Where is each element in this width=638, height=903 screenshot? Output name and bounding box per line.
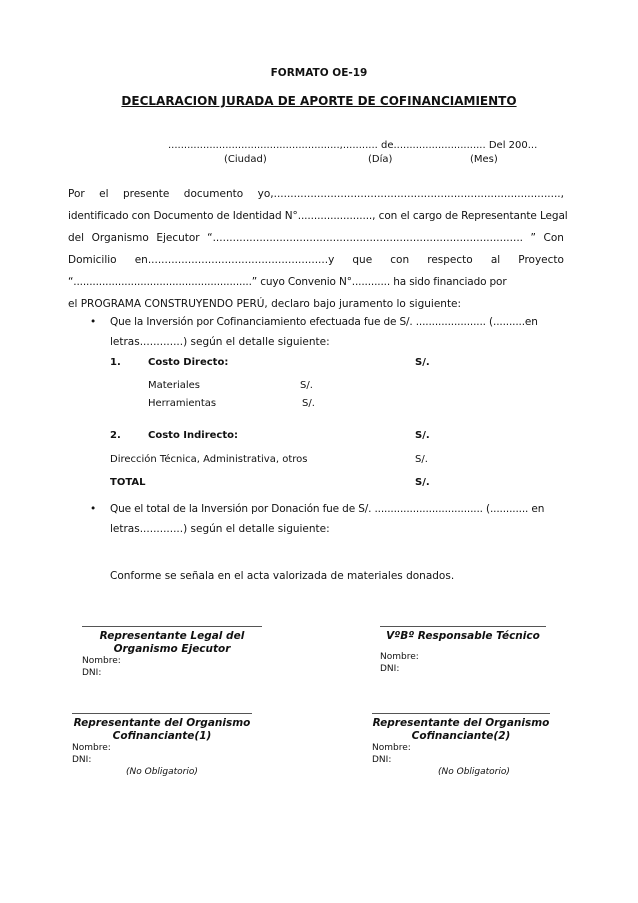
sig3-optional-note: (No Obligatorio) (126, 767, 198, 777)
direct-cost-currency: S/. (415, 357, 430, 368)
sig2-title: VºBº Responsable Técnico (386, 630, 540, 642)
word: que (352, 254, 373, 266)
conform-text: Conforme se señala en el acta valorizada de materiales donados. (110, 570, 455, 582)
tools-currency: S/. (302, 398, 315, 409)
word: Proyecto (518, 254, 564, 266)
sig4-title-line-2: Cofinanciante(2) (411, 730, 511, 742)
sig2-dni-label: DNI: (380, 664, 400, 674)
paragraph-line-3 (68, 232, 564, 244)
sig4-name-label: Nombre: (372, 743, 411, 753)
sig1-name-label: Nombre: (82, 656, 121, 666)
month-label: (Mes) (470, 154, 498, 165)
word: con (390, 254, 410, 266)
word: al (490, 254, 501, 266)
total-label: TOTAL (110, 477, 146, 488)
bullet-marker: • (90, 503, 97, 515)
direct-cost-number: 1. (110, 357, 121, 368)
indirect-cost-currency: S/. (415, 430, 430, 441)
indirect-cost-number: 2. (110, 430, 121, 441)
paragraph-line-2: identificado con Documento de Identidad N°......................., con el cargo de Representante Legal (68, 210, 568, 222)
indirect-cost-label: Costo Indirecto: (148, 430, 239, 441)
sig4-dni-label: DNI: (372, 755, 392, 765)
word: respecto (427, 254, 473, 266)
signature-line (72, 713, 252, 714)
sig3-title-line-1: Representante del Organismo (73, 717, 251, 729)
sig3-name-label: Nombre: (72, 743, 111, 753)
word: presente (122, 188, 170, 200)
word: documento (183, 188, 244, 200)
signature-line (372, 713, 550, 714)
bullet-marker: • (90, 316, 97, 328)
bullet1-line-1: Que la Inversión por Cofinanciamiento efectuada fue de S/. ...................... (..........en (110, 316, 538, 328)
word: “............................................................................................. (207, 232, 523, 244)
sig2-name-label: Nombre: (380, 652, 419, 662)
bullet2-line-2: letras.............) según el detalle siguiente: (110, 523, 330, 535)
materials-currency: S/. (300, 380, 313, 391)
word: en......................................................y (134, 254, 335, 266)
sig1-dni-label: DNI: (82, 668, 102, 678)
sig4-optional-note: (No Obligatorio) (438, 767, 510, 777)
bullet2-line-1: Que el total de la Inversión por Donación fue de S/. .................................. (............ en (110, 503, 545, 515)
paragraph-line-6: el PROGRAMA CONSTRUYENDO PERÚ, declaro bajo juramento lo siguiente: (68, 298, 462, 310)
admin-label: Dirección Técnica, Administrativa, otros (110, 454, 308, 465)
word: Domicilio (68, 254, 117, 266)
word: Por (68, 188, 85, 200)
word: el (99, 188, 109, 200)
document-title-text: DECLARACION JURADA DE APORTE DE COFINANCIAMIENTO (121, 94, 517, 108)
direct-cost-label: Costo Directo: (148, 357, 229, 368)
total-currency: S/. (415, 477, 430, 488)
document-title (0, 94, 638, 108)
word: Ejecutor (156, 232, 200, 244)
word: Con (543, 232, 564, 244)
word: yo,......................................................................................, (257, 188, 564, 200)
word: del (68, 232, 85, 244)
day-label: (Día) (368, 154, 393, 165)
materials-label: Materiales (148, 380, 200, 391)
tools-label: Herramientas (148, 398, 217, 409)
bullet1-line-2: letras.............) según el detalle siguiente: (110, 336, 330, 348)
city-label: (Ciudad) (224, 154, 267, 165)
date-line: ......................................................,........... de............................. Del 200... (168, 140, 538, 151)
signature-line (380, 626, 546, 627)
admin-currency: S/. (415, 454, 428, 465)
paragraph-line-1 (68, 188, 564, 200)
signature-line (82, 626, 262, 627)
word: ” (530, 232, 536, 244)
format-code: FORMATO OE-19 (270, 67, 368, 79)
sig3-dni-label: DNI: (72, 755, 92, 765)
sig4-title-line-1: Representante del Organismo (372, 717, 550, 729)
paragraph-line-4 (68, 254, 564, 266)
word: Organismo (91, 232, 149, 244)
sig3-title-line-2: Cofinanciante(1) (112, 730, 212, 742)
paragraph-line-5: “........................................................” cuyo Convenio N°............ ha sido financiado por (68, 276, 507, 288)
sig1-title-line-1: Representante Legal del (99, 630, 245, 642)
sig1-title-line-2: Organismo Ejecutor (113, 643, 231, 655)
